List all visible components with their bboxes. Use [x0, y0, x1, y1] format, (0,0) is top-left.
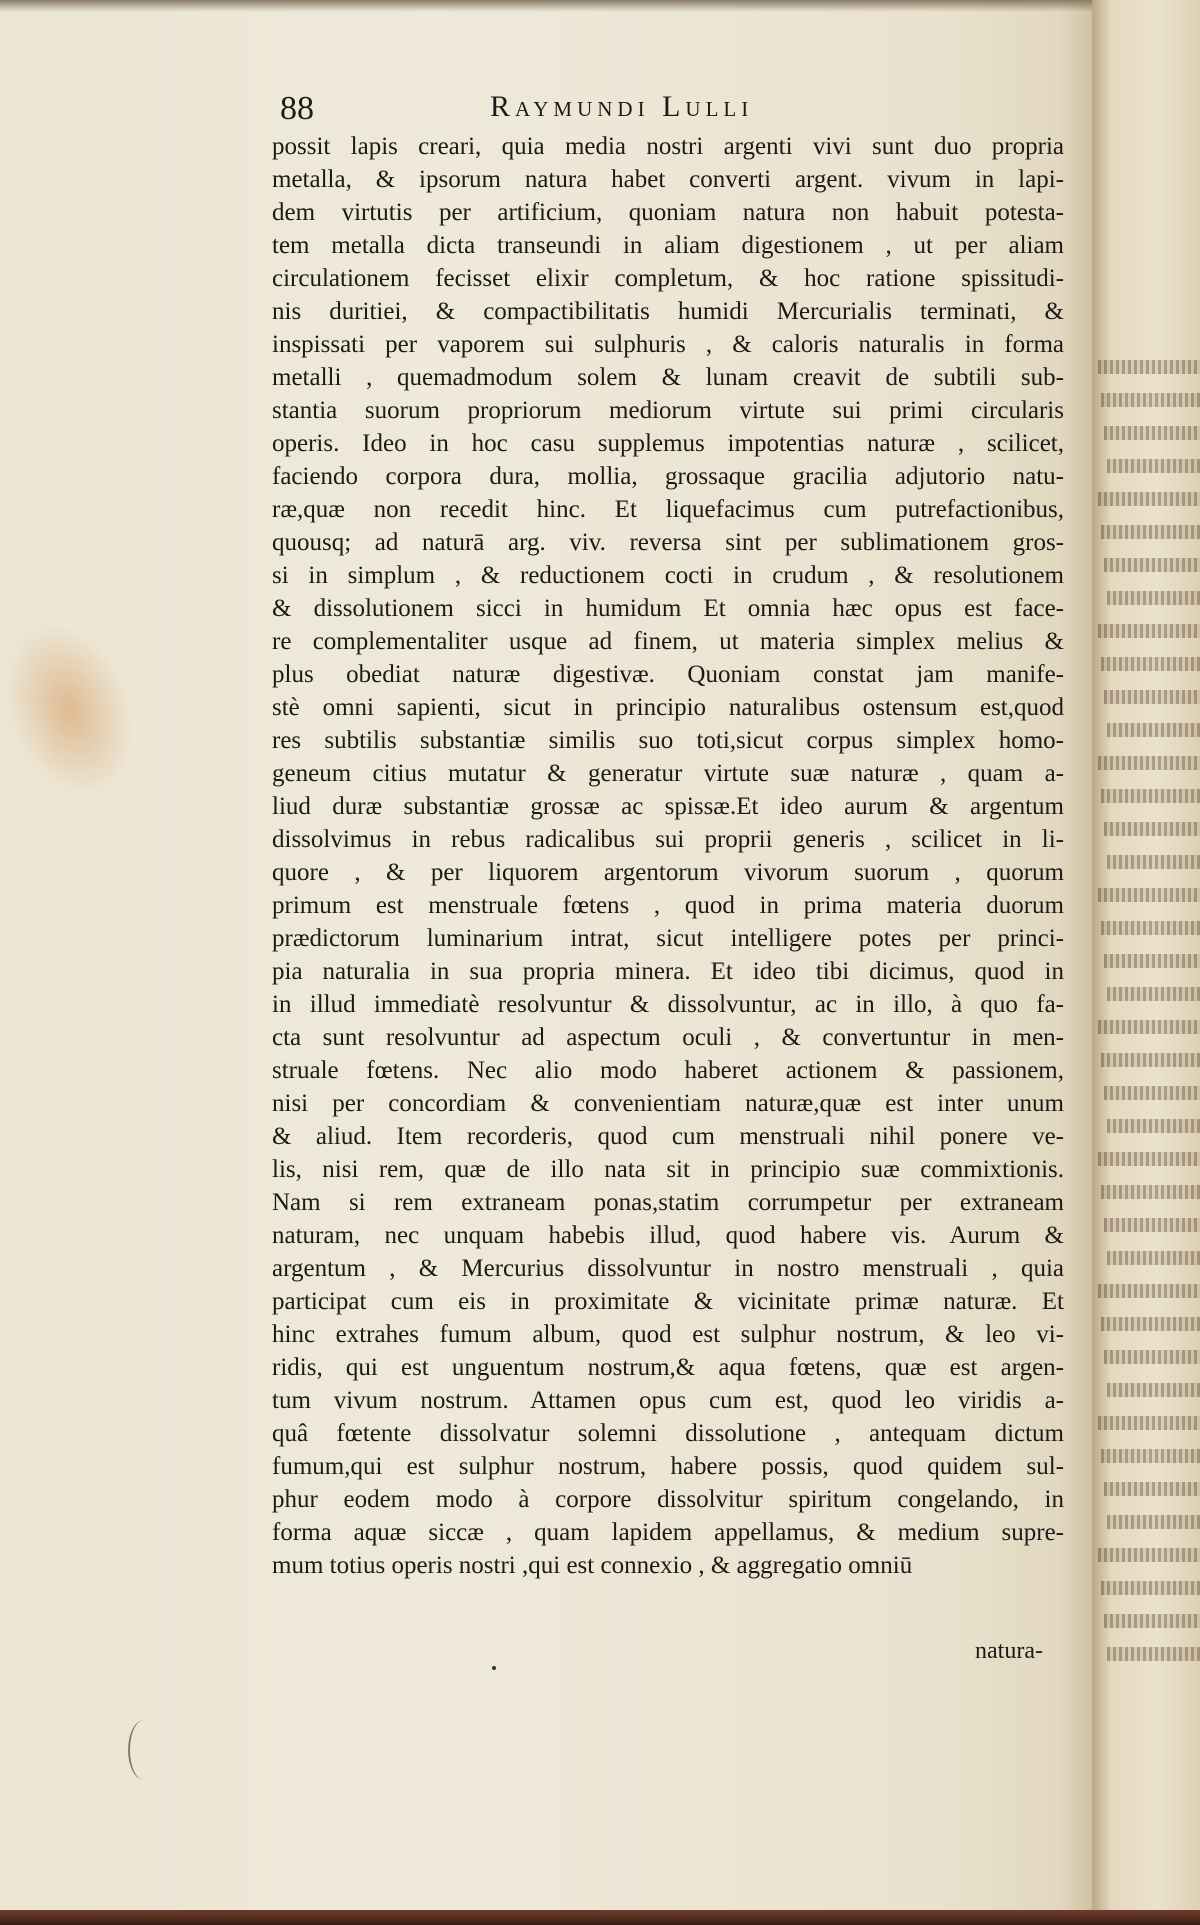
bleed-through-stroke [1107, 1119, 1200, 1133]
bleed-through-stroke [1098, 1152, 1200, 1166]
bleed-through-stroke [1098, 360, 1200, 374]
bleed-through-stroke [1101, 921, 1200, 935]
text-line: naturam, nec unquam habebis illud, quod habere vis. Aurum & [272, 1222, 1064, 1249]
text-line: faciendo corpora dura, mollia, grossaque gracilia adjutorio natu- [272, 463, 1064, 490]
text-line: & dissolutionem sicci in humidum Et omnia hæc opus est face- [272, 595, 1064, 622]
bleed-through-stroke [1104, 1218, 1200, 1232]
text-line: ræ,quæ non recedit hinc. Et liquefacimus cum putrefactionibus, [272, 496, 1064, 523]
bleed-through-stroke [1104, 1350, 1200, 1364]
text-line: lis, nisi rem, quæ de illo nata sit in principio suæ commixtionis. [272, 1156, 1064, 1183]
text-line: argentum , & Mercurius dissolvuntur in nostro menstruali , quia [272, 1255, 1064, 1282]
bleed-through-stroke [1104, 1614, 1200, 1628]
running-title: Raymundi Lulli [490, 90, 754, 123]
text-line: stantia suorum propriorum mediorum virtute sui primi circularis [272, 397, 1064, 424]
text-line: tum vivum nostrum. Attamen opus cum est, quod leo viridis a- [272, 1387, 1064, 1414]
bleed-through-stroke [1104, 822, 1200, 836]
bleed-through-stroke [1101, 1581, 1200, 1595]
bleed-through-stroke [1104, 558, 1200, 572]
ink-dot [492, 1666, 496, 1670]
bleed-through-stroke [1107, 1383, 1200, 1397]
text-line: & aliud. Item recorderis, quod cum menstruali nihil ponere ve- [272, 1123, 1064, 1150]
bleed-through-stroke [1101, 525, 1200, 539]
text-line: possit lapis creari, quia media nostri argenti vivi sunt duo propria [272, 133, 1064, 160]
text-line: mum totius operis nostri ,qui est connexio , & aggregatio omniū [272, 1552, 913, 1579]
bleed-through-stroke [1098, 624, 1200, 638]
bleed-through-stroke [1104, 426, 1200, 440]
text-line: res subtilis substantiæ similis suo toti,sicut corpus simplex homo- [272, 727, 1064, 754]
text-line: operis. Ideo in hoc casu supplemus impotentias naturæ , scilicet, [272, 430, 1064, 457]
bleed-through-stroke [1104, 690, 1200, 704]
bleed-through-stroke [1098, 1416, 1200, 1430]
text-line: re complementaliter usque ad finem, ut materia simplex melius & [272, 628, 1064, 655]
text-line: struale fœtens. Nec alio modo haberet actionem & passionem, [272, 1057, 1064, 1084]
text-line: forma aquæ siccæ , quam lapidem appellamus, & medium supre- [272, 1519, 1064, 1546]
text-line: hinc extrahes fumum album, quod est sulphur nostrum, & leo vi- [272, 1321, 1064, 1348]
bleed-through-stroke [1098, 1020, 1200, 1034]
text-line: stè omni sapienti, sicut in principio naturalibus ostensum est,quod [272, 694, 1064, 721]
bleed-through-stroke [1101, 1449, 1200, 1463]
text-line: in illud immediatè resolvuntur & dissolvuntur, ac in illo, à quo fa- [272, 991, 1064, 1018]
page-stain [0, 605, 157, 815]
text-line: prædictorum luminarium intrat, sicut intelligere potes per princi- [272, 925, 1064, 952]
bleed-through-stroke [1107, 855, 1200, 869]
text-line: metalli , quemadmodum solem & lunam creavit de subtili sub- [272, 364, 1064, 391]
page-number: 88 [280, 90, 314, 127]
bleed-through-stroke [1098, 888, 1200, 902]
bleed-through-stroke [1101, 1185, 1200, 1199]
bleed-through-stroke [1107, 1251, 1200, 1265]
text-line: Nam si rem extraneam ponas,statim corrumpetur per extraneam [272, 1189, 1064, 1216]
text-line: metalla, & ipsorum natura habet converti argent. vivum in lapi- [272, 166, 1064, 193]
bleed-through-stroke [1101, 789, 1200, 803]
bleed-through-stroke [1101, 657, 1200, 671]
text-line: pia naturalia in sua propria minera. Et ideo tibi dicimus, quod in [272, 958, 1064, 985]
text-line: liud duræ substantiæ grossæ ac spissæ.Et ideo aurum & argentum [272, 793, 1064, 820]
page-header [280, 90, 1060, 130]
bleed-through-stroke [1101, 1317, 1200, 1331]
text-line: dem virtutis per artificium, quoniam natura non habuit potesta- [272, 199, 1064, 226]
bleed-through-stroke [1104, 1482, 1200, 1496]
text-line: geneum citius mutatur & generatur virtute suæ naturæ , quam a- [272, 760, 1064, 787]
text-line: plus obediat naturæ digestivæ. Quoniam constat jam manife- [272, 661, 1064, 688]
bleed-through-stroke [1104, 1086, 1200, 1100]
bleed-through-stroke [1107, 591, 1200, 605]
bleed-through-stroke [1107, 459, 1200, 473]
text-line: quore , & per liquorem argentorum vivorum suorum , quorum [272, 859, 1064, 886]
text-line: dissolvimus in rebus radicalibus sui proprii generis , scilicet in li- [272, 826, 1064, 853]
text-line: participat cum eis in proximitate & vicinitate primæ naturæ. Et [272, 1288, 1064, 1315]
bleed-through-stroke [1107, 1515, 1200, 1529]
book-edge [0, 1910, 1200, 1925]
text-line: primum est menstruale fœtens , quod in prima materia duorum [272, 892, 1064, 919]
text-line: nis duritiei, & compactibilitatis humidi Mercurialis terminati, & [272, 298, 1064, 325]
catchword: natura- [975, 1638, 1043, 1664]
text-line: circulationem fecisset elixir completum, & hoc ratione spissitudi- [272, 265, 1064, 292]
text-line: tem metalla dicta transeundi in aliam digestionem , ut per aliam [272, 232, 1064, 259]
text-line: quâ fœtente dissolvatur solemni dissolutione , antequam dictum [272, 1420, 1064, 1447]
text-line: nisi per concordiam & convenientiam naturæ,quæ est inter unum [272, 1090, 1064, 1117]
bleed-through-stroke [1098, 756, 1200, 770]
bleed-through-stroke [1107, 723, 1200, 737]
text-line: cta sunt resolvuntur ad aspectum oculi , & convertuntur in men- [272, 1024, 1064, 1051]
text-line: ridis, qui est unguentum nostrum,& aqua fœtens, quæ est argen- [272, 1354, 1064, 1381]
bleed-through-stroke [1104, 954, 1200, 968]
bleed-through-stroke [1098, 1548, 1200, 1562]
text-line: phur eodem modo à corpore dissolvitur spiritum congelando, in [272, 1486, 1064, 1513]
bleed-through-stroke [1098, 492, 1200, 506]
text-line: inspissati per vaporem sui sulphuris , & caloris naturalis in forma [272, 331, 1064, 358]
adjacent-page-edge [1092, 0, 1200, 1910]
bleed-through-stroke [1098, 1284, 1200, 1298]
text-line: quousq; ad naturā arg. viv. reversa sint per sublimationem gros- [272, 529, 1064, 556]
page-top-shadow [0, 0, 1092, 12]
bleed-through-stroke [1107, 1647, 1200, 1661]
text-line: fumum,qui est sulphur nostrum, habere possis, quod quidem sul- [272, 1453, 1064, 1480]
text-line: si in simplum , & reductionem cocti in crudum , & resolutionem [272, 562, 1064, 589]
paper-mark [128, 1720, 160, 1780]
bleed-through-stroke [1101, 393, 1200, 407]
bleed-through-stroke [1107, 987, 1200, 1001]
bleed-through-stroke [1101, 1053, 1200, 1067]
body-text [272, 130, 1064, 1582]
